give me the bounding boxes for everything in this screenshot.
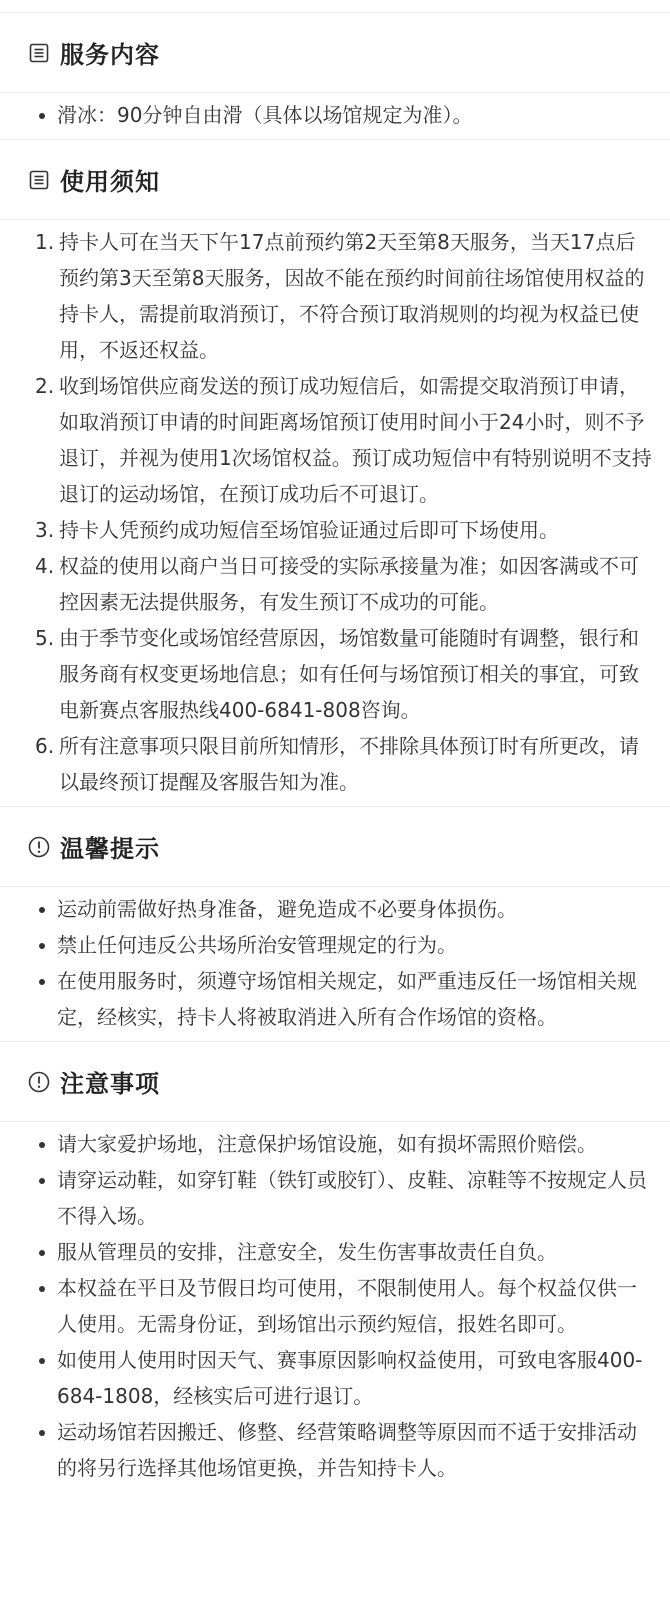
item-text: 权益的使用以商户当日可接受的实际承接量为准；如因客满或不可控因素无法提供服务，有发生预订不成功的可能。	[59, 554, 639, 614]
list-item: 滑冰：90分钟自由滑（具体以场馆规定为准）。	[0, 97, 670, 133]
section-title: 注意事项	[60, 1070, 160, 1098]
item-number: 2.	[35, 374, 55, 398]
item-text: 所有注意事项只限目前所知情形，不排除具体预订时有所更改，请以最终预订提醒及客服告知为准。	[59, 734, 639, 794]
list-item: 请大家爱护场地，注意保护场馆设施，如有损坏需照价赔偿。	[0, 1126, 670, 1162]
section-title: 使用须知	[60, 168, 160, 196]
item-number: 6.	[35, 734, 55, 758]
item-text: 持卡人凭预约成功短信至场馆验证通过后即可下场使用。	[59, 518, 559, 542]
item-number: 4.	[35, 554, 55, 578]
section-title: 温馨提示	[60, 835, 160, 863]
section-body-precautions	[0, 1122, 670, 1492]
section-title: 服务内容	[60, 41, 160, 69]
top-spacer	[0, 0, 670, 12]
section-body-warm-tips	[0, 887, 670, 1041]
item-text: 由于季节变化或场馆经营原因，场馆数量可能随时有调整，银行和服务商有权变更场地信息；如有任何与场馆预订相关的事宜，可致电新赛点客服热线400-6841-808咨询。	[59, 626, 639, 722]
exclamation-circle-icon	[28, 1071, 50, 1093]
exclamation-circle-icon	[28, 836, 50, 858]
numbered-item	[0, 512, 670, 548]
numbered-item	[0, 368, 670, 512]
item-number: 1.	[35, 230, 55, 254]
item-number: 3.	[35, 518, 55, 542]
numbered-item	[0, 620, 670, 728]
list-item: 运动前需做好热身准备，避免造成不必要身体损伤。	[0, 891, 670, 927]
item-number: 5.	[35, 626, 55, 650]
list-item: 服从管理员的安排，注意安全，发生伤害事故责任自负。	[0, 1234, 670, 1270]
section-body-service-content	[0, 93, 670, 139]
section-header-precautions	[0, 1042, 670, 1121]
numbered-item	[0, 224, 670, 368]
list-doc-icon	[28, 169, 50, 191]
list-item: 禁止任何违反公共场所治安管理规定的行为。	[0, 927, 670, 963]
list-item: 在使用服务时，须遵守场馆相关规定，如严重违反任一场馆相关规定，经核实，持卡人将被取消进入所有合作场馆的资格。	[0, 963, 670, 1035]
list-item: 请穿运动鞋，如穿钉鞋（铁钉或胶钉）、皮鞋、凉鞋等不按规定人员不得入场。	[0, 1162, 670, 1234]
list-item: 运动场馆若因搬迁、修整、经营策略调整等原因而不适于安排活动的将另行选择其他场馆更换，并告知持卡人。	[0, 1414, 670, 1486]
section-body-usage-notes	[0, 220, 670, 806]
list-doc-icon	[28, 42, 50, 64]
numbered-item	[0, 728, 670, 800]
item-text: 收到场馆供应商发送的预订成功短信后，如需提交取消预订申请，如取消预订申请的时间距离场馆预订使用时间小于24小时，则不予退订，并视为使用1次场馆权益。预订成功短信中有特别说明不支持退订的运动场馆，在预订成功后不可退订。	[59, 374, 652, 506]
list-item: 本权益在平日及节假日均可使用，不限制使用人。每个权益仅供一人使用。无需身份证，到场馆出示预约短信，报姓名即可。	[0, 1270, 670, 1342]
section-header-usage-notes	[0, 140, 670, 219]
section-header-warm-tips	[0, 807, 670, 886]
list-item: 如使用人使用时因天气、赛事原因影响权益使用，可致电客服400-684-1808，经核实后可进行退订。	[0, 1342, 670, 1414]
section-header-service-content	[0, 13, 670, 92]
numbered-item	[0, 548, 670, 620]
item-text: 持卡人可在当天下午17点前预约第2天至第8天服务，当天17点后预约第3天至第8天服务，因故不能在预约时间前往场馆使用权益的持卡人，需提前取消预订，不符合预订取消规则的均视为权益已使用，不返还权益。	[59, 230, 645, 362]
